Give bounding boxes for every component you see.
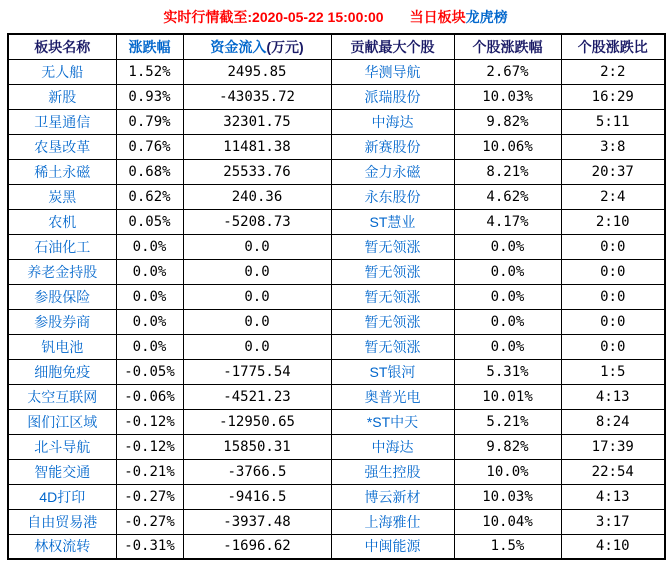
table-row (8, 384, 665, 409)
stock-link[interactable]: 奥普光电 (364, 388, 421, 405)
sector-name-cell[interactable] (8, 59, 116, 84)
header-top-stock: 贡献最大个股 (331, 34, 454, 59)
header-inflow-link[interactable]: 资金流入 (210, 38, 267, 55)
stock-link[interactable]: 暂无领涨 (364, 338, 421, 355)
sector-name-cell[interactable] (8, 359, 116, 384)
capital-inflow-cell: 0.0 (183, 284, 331, 309)
table-row (8, 59, 665, 84)
table-row (8, 309, 665, 334)
up-down-ratio-cell: 0:0 (561, 259, 665, 284)
stock-change-cell: 10.04% (454, 509, 561, 534)
up-down-ratio-cell: 2:2 (561, 59, 665, 84)
capital-inflow-cell: -9416.5 (183, 484, 331, 509)
up-down-ratio-cell: 3:17 (561, 509, 665, 534)
capital-inflow-cell: 11481.38 (183, 134, 331, 159)
capital-inflow-cell: 240.36 (183, 184, 331, 209)
table-row (8, 209, 665, 234)
sector-name-cell[interactable] (8, 284, 116, 309)
stock-change-cell: 9.82% (454, 434, 561, 459)
header-up-down-ratio: 个股涨跌比 (561, 34, 665, 59)
stock-change-cell: 5.21% (454, 409, 561, 434)
up-down-ratio-cell: 2:4 (561, 184, 665, 209)
stock-change-cell: 10.06% (454, 134, 561, 159)
sector-name-cell[interactable] (8, 184, 116, 209)
sector-name-cell[interactable] (8, 384, 116, 409)
capital-inflow-cell: -3937.48 (183, 509, 331, 534)
table-row (8, 134, 665, 159)
sector-link[interactable]: 图们江区域 (27, 413, 98, 430)
sector-link[interactable]: 无人船 (41, 63, 84, 80)
stock-change-cell: 10.03% (454, 84, 561, 109)
sector-link[interactable]: 农机 (48, 213, 77, 230)
stock-change-cell: 4.62% (454, 184, 561, 209)
stock-link[interactable]: 强生控股 (364, 463, 421, 480)
stock-link[interactable]: 新赛股份 (364, 138, 421, 155)
sector-link[interactable]: 农垦改革 (34, 138, 91, 155)
capital-inflow-cell: -1696.62 (183, 534, 331, 559)
sector-name-cell[interactable] (8, 434, 116, 459)
change-percent-cell: 0.79% (116, 109, 183, 134)
change-percent-cell: 0.0% (116, 284, 183, 309)
table-row (8, 484, 665, 509)
header-stock-change: 个股涨跌幅 (454, 34, 561, 59)
stock-change-cell: 0.0% (454, 309, 561, 334)
table-row (8, 509, 665, 534)
stock-link[interactable]: 中海达 (371, 438, 414, 455)
change-percent-cell: 0.05% (116, 209, 183, 234)
change-percent-cell: -0.27% (116, 509, 183, 534)
top-stock-cell[interactable] (331, 334, 454, 359)
top-stock-cell[interactable] (331, 259, 454, 284)
sector-name-cell[interactable] (8, 109, 116, 134)
up-down-ratio-cell: 17:39 (561, 434, 665, 459)
stock-change-cell: 5.31% (454, 359, 561, 384)
capital-inflow-cell: 0.0 (183, 309, 331, 334)
table-row (8, 259, 665, 284)
sector-name-cell[interactable] (8, 534, 116, 559)
stock-change-cell: 9.82% (454, 109, 561, 134)
sector-link[interactable]: 石油化工 (34, 238, 91, 255)
change-percent-cell: 0.0% (116, 334, 183, 359)
capital-inflow-cell: 0.0 (183, 334, 331, 359)
stock-link[interactable]: 暂无领涨 (364, 263, 421, 280)
up-down-ratio-cell: 4:10 (561, 534, 665, 559)
table-row (8, 459, 665, 484)
top-stock-cell[interactable] (331, 509, 454, 534)
change-percent-cell: -0.12% (116, 434, 183, 459)
top-stock-cell[interactable] (331, 359, 454, 384)
stock-link[interactable]: *ST中天 (366, 413, 419, 430)
top-stock-cell[interactable] (331, 384, 454, 409)
title-bar (0, 0, 671, 27)
change-percent-cell: 0.0% (116, 234, 183, 259)
capital-inflow-cell: 15850.31 (183, 434, 331, 459)
sector-ranking-table (7, 33, 666, 560)
up-down-ratio-cell: 0:0 (561, 309, 665, 334)
sector-link[interactable]: 炭黑 (48, 188, 77, 205)
sector-name-cell[interactable] (8, 509, 116, 534)
sector-link[interactable]: 4D打印 (39, 488, 86, 505)
stock-link[interactable]: 中海达 (371, 113, 414, 130)
sector-link[interactable]: 太空互联网 (27, 388, 98, 405)
sector-name-cell[interactable] (8, 484, 116, 509)
capital-inflow-cell: -1775.54 (183, 359, 331, 384)
change-percent-cell: -0.05% (116, 359, 183, 384)
stock-link[interactable]: 上海雅仕 (364, 513, 421, 530)
table-row (8, 359, 665, 384)
stock-link[interactable]: ST银河 (369, 363, 416, 380)
sector-name-cell[interactable] (8, 309, 116, 334)
sector-name-cell[interactable] (8, 459, 116, 484)
up-down-ratio-cell: 0:0 (561, 284, 665, 309)
sector-name-cell[interactable] (8, 159, 116, 184)
sector-link[interactable]: 自由贸易港 (27, 513, 98, 530)
top-stock-cell[interactable] (331, 159, 454, 184)
capital-inflow-cell: -43035.72 (183, 84, 331, 109)
change-percent-cell: 0.62% (116, 184, 183, 209)
stock-change-cell: 0.0% (454, 284, 561, 309)
change-percent-cell: -0.21% (116, 459, 183, 484)
change-percent-cell: 0.68% (116, 159, 183, 184)
table-row (8, 434, 665, 459)
stock-change-cell: 2.67% (454, 59, 561, 84)
table-body (8, 59, 665, 559)
top-stock-cell[interactable] (331, 59, 454, 84)
table-row (8, 159, 665, 184)
top-stock-cell[interactable] (331, 209, 454, 234)
stock-change-cell: 1.5% (454, 534, 561, 559)
sector-link[interactable]: 林权流转 (34, 538, 91, 555)
capital-inflow-cell: -12950.65 (183, 409, 331, 434)
board-label: 当日板块 (409, 9, 466, 25)
top-stock-cell[interactable] (331, 184, 454, 209)
capital-inflow-cell: -4521.23 (183, 384, 331, 409)
sector-name-cell[interactable] (8, 259, 116, 284)
table-row (8, 284, 665, 309)
header-change-link[interactable]: 涨跌幅 (128, 38, 171, 55)
up-down-ratio-cell: 20:37 (561, 159, 665, 184)
up-down-ratio-cell: 22:54 (561, 459, 665, 484)
stock-change-cell: 0.0% (454, 259, 561, 284)
sector-link[interactable]: 北斗导航 (34, 438, 91, 455)
up-down-ratio-cell: 4:13 (561, 384, 665, 409)
top-stock-cell[interactable] (331, 409, 454, 434)
sector-name-cell[interactable] (8, 334, 116, 359)
capital-inflow-cell: 25533.76 (183, 159, 331, 184)
capital-inflow-cell: 32301.75 (183, 109, 331, 134)
sector-link[interactable]: 卫星通信 (34, 113, 91, 130)
table-header-row (8, 34, 665, 59)
realtime-timestamp-text: 实时行情截至:2020-05-22 15:00:00 (163, 9, 384, 25)
stock-change-cell: 0.0% (454, 334, 561, 359)
table-row (8, 534, 665, 559)
stock-link[interactable]: 博云新材 (364, 488, 421, 505)
stock-link[interactable]: 金力永磁 (364, 163, 421, 180)
sector-link[interactable]: 参股保险 (34, 288, 91, 305)
stock-link[interactable]: 暂无领涨 (364, 288, 421, 305)
longhu-ranking-link[interactable]: 龙虎榜 (465, 9, 508, 25)
sector-link[interactable]: 智能交通 (34, 463, 91, 480)
stock-link[interactable]: 永东股份 (364, 188, 421, 205)
change-percent-cell: 0.0% (116, 259, 183, 284)
up-down-ratio-cell: 0:0 (561, 334, 665, 359)
sector-name-cell[interactable] (8, 234, 116, 259)
table-row (8, 109, 665, 134)
table-row (8, 334, 665, 359)
change-percent-cell: 0.0% (116, 309, 183, 334)
stock-link[interactable]: 暂无领涨 (364, 238, 421, 255)
up-down-ratio-cell: 3:8 (561, 134, 665, 159)
up-down-ratio-cell: 4:13 (561, 484, 665, 509)
top-stock-cell[interactable] (331, 309, 454, 334)
top-stock-cell[interactable] (331, 484, 454, 509)
change-percent-cell: -0.06% (116, 384, 183, 409)
top-stock-cell[interactable] (331, 534, 454, 559)
capital-inflow-cell: 2495.85 (183, 59, 331, 84)
up-down-ratio-cell: 8:24 (561, 409, 665, 434)
change-percent-cell: -0.31% (116, 534, 183, 559)
sector-name-cell[interactable] (8, 134, 116, 159)
change-percent-cell: 0.93% (116, 84, 183, 109)
stock-link[interactable]: ST慧业 (369, 213, 416, 230)
sector-link[interactable]: 钒电池 (41, 338, 84, 355)
table-row (8, 84, 665, 109)
table-row (8, 184, 665, 209)
header-sector-name: 板块名称 (8, 34, 116, 59)
sector-link[interactable]: 参股券商 (34, 313, 91, 330)
header-inflow-unit: (万元) (266, 38, 304, 55)
top-stock-cell[interactable] (331, 434, 454, 459)
sector-name-cell[interactable] (8, 84, 116, 109)
capital-inflow-cell: -3766.5 (183, 459, 331, 484)
stock-change-cell: 8.21% (454, 159, 561, 184)
up-down-ratio-cell: 2:10 (561, 209, 665, 234)
capital-inflow-cell: 0.0 (183, 259, 331, 284)
change-percent-cell: 0.76% (116, 134, 183, 159)
table-row (8, 234, 665, 259)
header-capital-inflow[interactable] (183, 34, 331, 59)
stock-link[interactable]: 中闽能源 (364, 538, 421, 555)
top-stock-cell[interactable] (331, 109, 454, 134)
stock-change-cell: 10.01% (454, 384, 561, 409)
top-stock-cell[interactable] (331, 459, 454, 484)
change-percent-cell: -0.12% (116, 409, 183, 434)
top-stock-cell[interactable] (331, 84, 454, 109)
top-stock-cell[interactable] (331, 284, 454, 309)
sector-link[interactable]: 养老金持股 (27, 263, 98, 280)
stock-link[interactable]: 暂无领涨 (364, 313, 421, 330)
stock-change-cell: 10.0% (454, 459, 561, 484)
sector-link[interactable]: 新股 (48, 88, 77, 105)
stock-change-cell: 4.17% (454, 209, 561, 234)
table-row (8, 409, 665, 434)
top-stock-cell[interactable] (331, 134, 454, 159)
sector-link[interactable]: 细胞免疫 (34, 363, 91, 380)
stock-link[interactable]: 派瑞股份 (364, 88, 421, 105)
sector-link[interactable]: 稀土永磁 (34, 163, 91, 180)
stock-link[interactable]: 华测导航 (364, 63, 421, 80)
top-stock-cell[interactable] (331, 234, 454, 259)
stock-change-cell: 10.03% (454, 484, 561, 509)
stock-change-cell: 0.0% (454, 234, 561, 259)
change-percent-cell: 1.52% (116, 59, 183, 84)
change-percent-cell: -0.27% (116, 484, 183, 509)
up-down-ratio-cell: 5:11 (561, 109, 665, 134)
capital-inflow-cell: -5208.73 (183, 209, 331, 234)
up-down-ratio-cell: 16:29 (561, 84, 665, 109)
sector-name-cell[interactable] (8, 409, 116, 434)
up-down-ratio-cell: 1:5 (561, 359, 665, 384)
header-change-percent[interactable] (116, 34, 183, 59)
capital-inflow-cell: 0.0 (183, 234, 331, 259)
sector-name-cell[interactable] (8, 209, 116, 234)
up-down-ratio-cell: 0:0 (561, 234, 665, 259)
